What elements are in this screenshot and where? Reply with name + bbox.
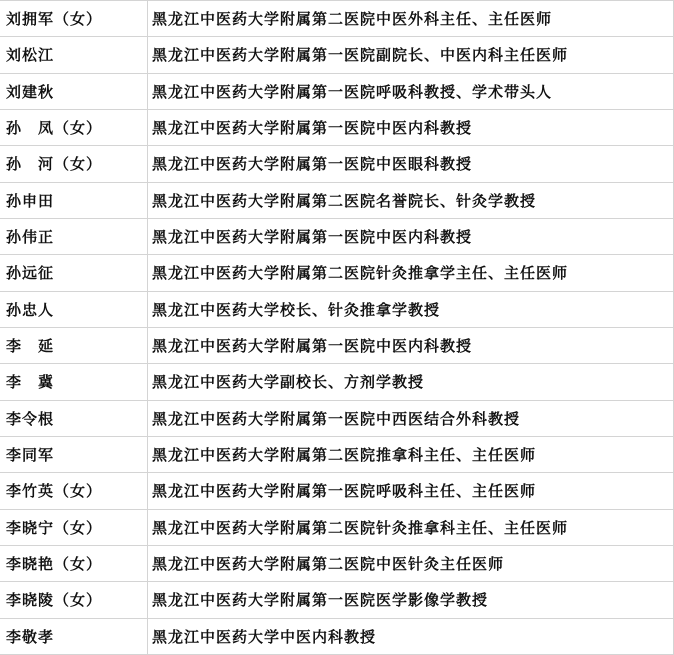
name-cell[interactable]: 孙忠人 <box>0 291 148 327</box>
name-cell[interactable]: 李竹英（女） <box>0 473 148 509</box>
title-cell[interactable]: 黑龙江中医药大学附属第二医院名誉院长、针灸学教授 <box>148 182 674 218</box>
name-cell[interactable]: 李 冀 <box>0 364 148 400</box>
title-cell[interactable]: 黑龙江中医药大学附属第一医院中医内科教授 <box>148 109 674 145</box>
title-cell[interactable]: 黑龙江中医药大学附属第二医院针灸推拿科主任、主任医师 <box>148 509 674 545</box>
name-cell[interactable]: 孙伟正 <box>0 218 148 254</box>
table-row <box>0 37 674 73</box>
table-row <box>0 1 674 37</box>
name-cell[interactable]: 刘拥军（女） <box>0 1 148 37</box>
table-row <box>0 436 674 472</box>
table-row <box>0 73 674 109</box>
title-cell[interactable]: 黑龙江中医药大学附属第二医院中医外科主任、主任医师 <box>148 1 674 37</box>
name-cell[interactable]: 刘建秋 <box>0 73 148 109</box>
title-cell[interactable]: 黑龙江中医药大学附属第二医院中医针灸主任医师 <box>148 545 674 581</box>
title-cell[interactable]: 黑龙江中医药大学附属第一医院中西医结合外科教授 <box>148 400 674 436</box>
name-cell[interactable]: 李令根 <box>0 400 148 436</box>
name-cell[interactable]: 李 延 <box>0 327 148 363</box>
table-row <box>0 473 674 509</box>
title-cell[interactable]: 黑龙江中医药大学附属第一医院医学影像学教授 <box>148 582 674 618</box>
title-cell[interactable]: 黑龙江中医药大学附属第一医院副院长、中医内科主任医师 <box>148 37 674 73</box>
title-cell[interactable]: 黑龙江中医药大学中医内科教授 <box>148 618 674 654</box>
name-cell[interactable]: 李敬孝 <box>0 618 148 654</box>
table-row <box>0 400 674 436</box>
title-cell[interactable]: 黑龙江中医药大学附属第二医院推拿科主任、主任医师 <box>148 436 674 472</box>
table-row <box>0 182 674 218</box>
table-row <box>0 109 674 145</box>
name-cell[interactable]: 李同军 <box>0 436 148 472</box>
title-cell[interactable]: 黑龙江中医药大学附属第一医院中医眼科教授 <box>148 146 674 182</box>
name-cell[interactable]: 孙远征 <box>0 255 148 291</box>
table-row <box>0 545 674 581</box>
table-row <box>0 582 674 618</box>
name-cell[interactable]: 孙 河（女） <box>0 146 148 182</box>
table-row <box>0 218 674 254</box>
name-cell[interactable]: 李晓宁（女） <box>0 509 148 545</box>
name-cell[interactable]: 李晓艳（女） <box>0 545 148 581</box>
table-row <box>0 618 674 654</box>
table-row <box>0 255 674 291</box>
table-row <box>0 291 674 327</box>
name-cell[interactable]: 李晓陵（女） <box>0 582 148 618</box>
title-cell[interactable]: 黑龙江中医药大学附属第一医院中医内科教授 <box>148 218 674 254</box>
table-row <box>0 146 674 182</box>
title-cell[interactable]: 黑龙江中医药大学附属第一医院中医内科教授 <box>148 327 674 363</box>
table-row <box>0 327 674 363</box>
name-cell[interactable]: 刘松江 <box>0 37 148 73</box>
table-row <box>0 364 674 400</box>
table-row <box>0 509 674 545</box>
title-cell[interactable]: 黑龙江中医药大学附属第一医院呼吸科教授、学术带头人 <box>148 73 674 109</box>
title-cell[interactable]: 黑龙江中医药大学校长、针灸推拿学教授 <box>148 291 674 327</box>
title-cell[interactable]: 黑龙江中医药大学附属第一医院呼吸科主任、主任医师 <box>148 473 674 509</box>
table-body <box>0 1 674 655</box>
name-cell[interactable]: 孙申田 <box>0 182 148 218</box>
name-cell[interactable]: 孙 凤（女） <box>0 109 148 145</box>
title-cell[interactable]: 黑龙江中医药大学副校长、方剂学教授 <box>148 364 674 400</box>
title-cell[interactable]: 黑龙江中医药大学附属第二医院针灸推拿学主任、主任医师 <box>148 255 674 291</box>
